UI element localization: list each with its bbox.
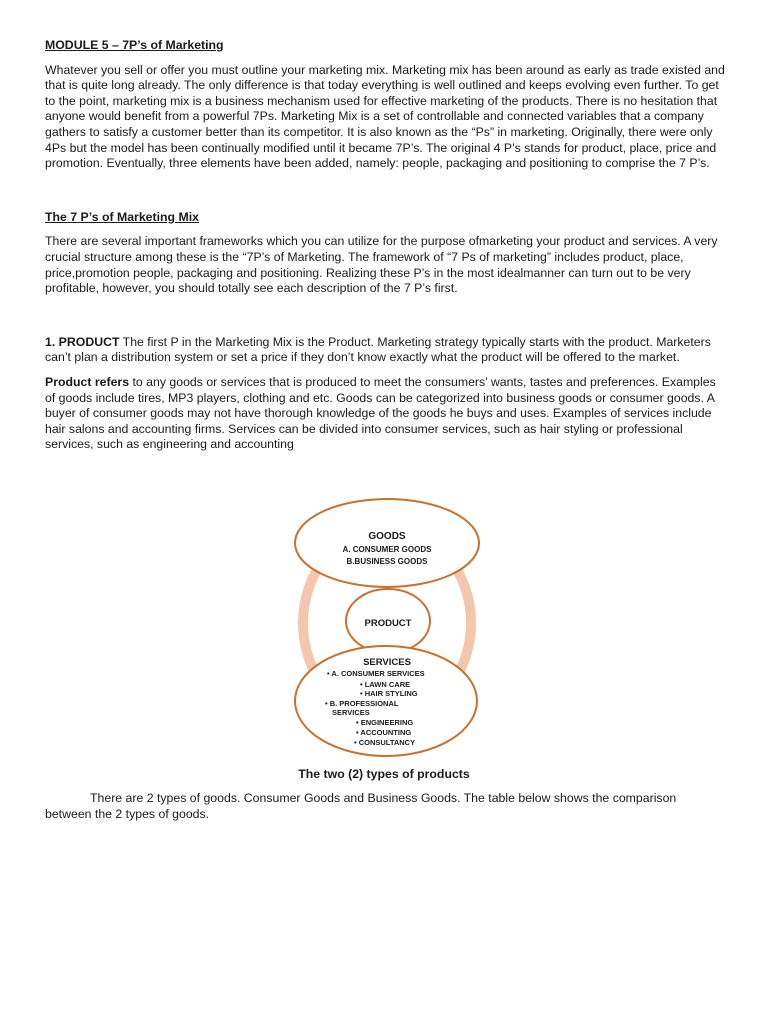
closing-paragraph: There are 2 types of goods. Consumer Goods and Business Goods. The table below shows the comparison between the 2 types of goods.	[45, 791, 677, 821]
services-professional-cont: SERVICES	[332, 708, 370, 717]
goods-consumer: A. CONSUMER GOODS	[342, 545, 432, 554]
product-refers-text: to any goods or services that is produced to meet the consumers’ wants, tastes and preferences. Examples of goods include tires, MP3 players, clothing and etc. Goods can be categorized into business goods or consumer goods. A buyer of consumer goods may not have thorough knowledge of the goods he buys and uses. Examples of services include hair salons and accounting firms. Services can be divided into consumer services, such as hair styling or professional services, such as engineering and accounting	[45, 374, 716, 452]
services-title: SERVICES	[363, 657, 411, 668]
services-accounting: • ACCOUNTING	[356, 728, 412, 737]
goods-business: B.BUSINESS GOODS	[346, 557, 428, 566]
product-paragraph	[45, 335, 725, 366]
product-diagram-svg	[292, 497, 482, 759]
document-body	[45, 38, 725, 453]
goods-ellipse	[295, 499, 479, 587]
services-consultancy: • CONSULTANCY	[354, 738, 416, 747]
product-center-label: PRODUCT	[364, 618, 412, 629]
product-label: 1. PRODUCT	[45, 334, 120, 349]
section-paragraph: There are several important frameworks which you can utilize for the purpose ofmarketing your product and services. A very crucial structure among these is the “7P’s of Marketing. The framework of “7 Ps of marketing” includes product, place, price,promotion people, packaging and positioning. Realizing these P’s in the most idealmanner can turn out to be very profitable, however, you should totally see each description of the 7 P’s first.	[45, 234, 718, 296]
product-refers-paragraph	[45, 375, 725, 453]
services-consumer: • A. CONSUMER SERVICES	[327, 669, 425, 678]
services-engineering: • ENGINEERING	[356, 718, 414, 727]
services-hair-styling: • HAIR STYLING	[360, 689, 418, 698]
goods-title: GOODS	[368, 531, 406, 542]
services-lawn-care: • LAWN CARE	[360, 680, 411, 689]
intro-paragraph: Whatever you sell or offer you must outline your marketing mix. Marketing mix has been around as early as trade existed and that is quite long already. The only difference is that today everything is well outlined and keeps evolving even further. To get to the point, marketing mix is a business mechanism used for effective marketing of the products. There is no hesitation that anyone would benefit from a powerful 7Ps. Marketing Mix is a set of controllable and connected variables that a company gathers to satisfy a customer better than its competitor. It is also known as the “Ps” in marketing. Originally, there were only 4Ps but the model has been continually modified until it became 7P’s. The original 4 P’s stands for product, place, price and promotion. Eventually, three elements have been added, namely: people, packaging and positioning to comprise the 7 P’s.	[45, 62, 725, 171]
diagram-caption: The two (2) types of products	[298, 767, 470, 781]
module-title: MODULE 5 – 7P’s of Marketing	[45, 38, 224, 52]
services-professional: • B. PROFESSIONAL	[325, 699, 399, 708]
product-refers-label: Product refers	[45, 374, 130, 389]
product-types-diagram	[292, 497, 482, 759]
section-title: The 7 P’s of Marketing Mix	[45, 209, 199, 224]
product-text: The first P in the Marketing Mix is the Product. Marketing strategy typically starts with the product. Marketers can’t plan a distribution system or set a price if they don’t know exactly what the product will be offered to the market.	[45, 334, 711, 365]
